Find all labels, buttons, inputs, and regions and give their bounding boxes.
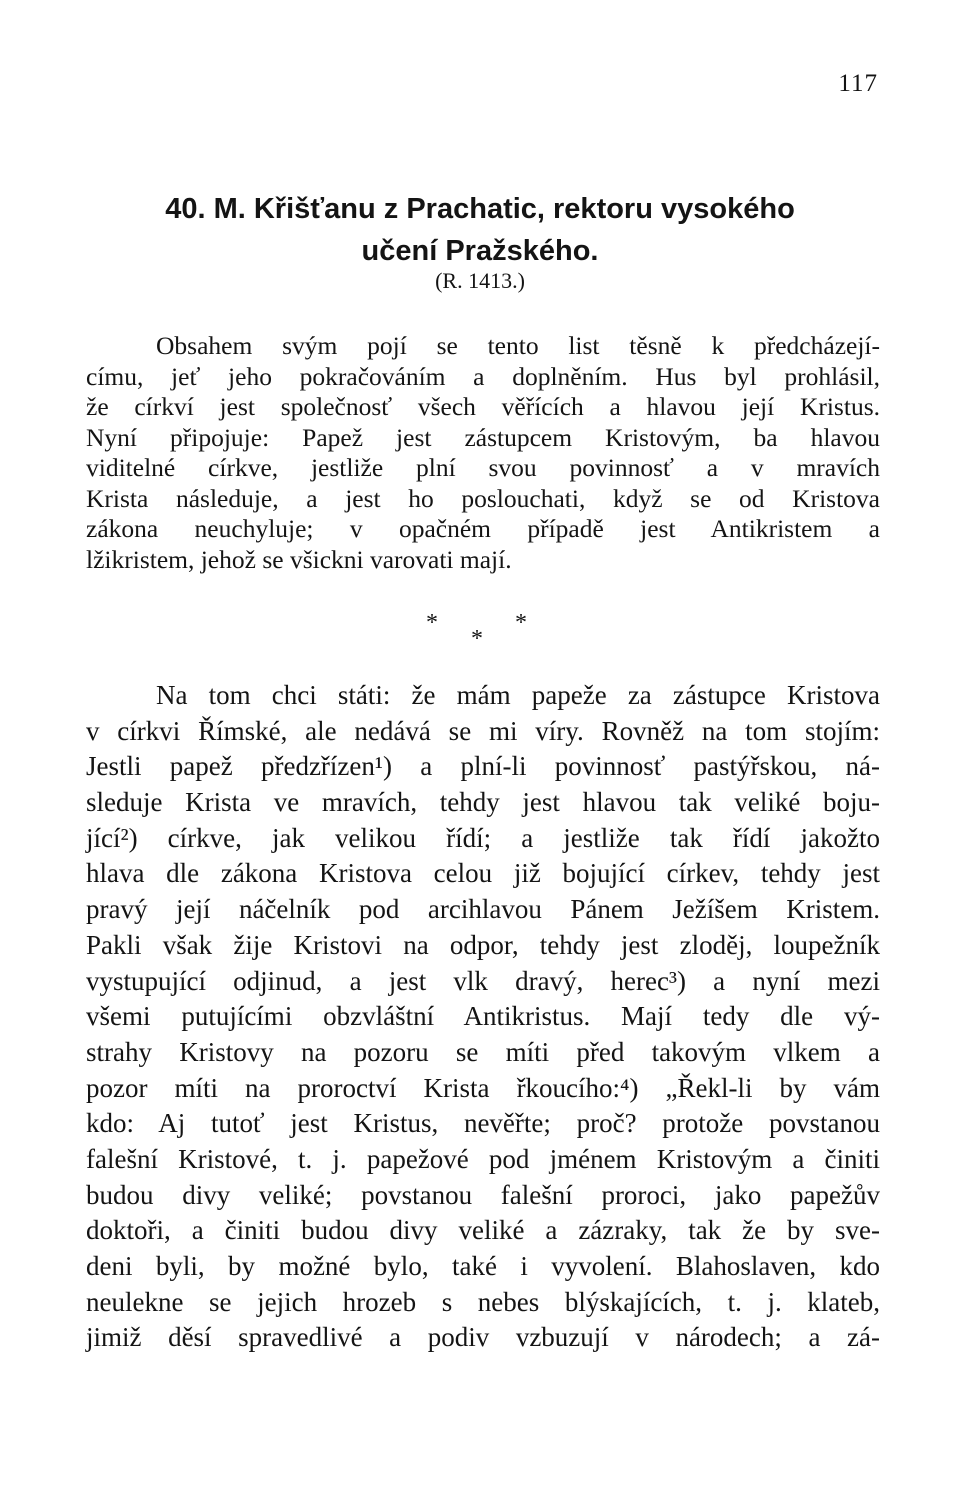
text-line: Pakli však žije Kristovi na odpor, tehdy jest zloděj, loupežník [86,929,880,960]
title-line-1: 40. M. Křišťanu z Prachatic, rektoru vysokého [165,193,795,225]
text-line: Krista následuje, a jest ho poslouchati, když se od Kristova [86,483,880,513]
letter-year: (R. 1413.) [435,268,525,293]
letter-body-paragraph [86,678,880,1356]
text-line: že církví jest společnosť všech věřících a hlavou její Kristus. [86,392,880,421]
text-line: címu, jeť jeho pokračováním a doplněním. Hus byl prohlásil, [86,361,880,391]
asterisk: * [426,610,438,636]
text-line: Jestli papež předzřízen¹) a plní-li povinnosť pastýřskou, ná- [86,751,880,782]
text-line: hlava dle zákona Kristova celou již bojující církev, tehdy jest [86,858,880,889]
text-line: jimiž děsí spravedlivé a podiv vzbuzují v národech; a zá- [86,1322,880,1353]
text-line: strahy Kristovy na pozoru se míti před takovým vlkem a [86,1036,880,1067]
text-line: Nyní připojuje: Papež jest zástupcem Kristovým, ba hlavou [86,422,880,452]
text-line: pozor míti na proroctví Krista řkoucího:⁴) „Řekl-li by vám [86,1072,880,1103]
text-line: zákona neuchyluje; v opačném případě jest Antikristem a [86,514,880,543]
text-line: falešní Kristové, t. j. papežové pod jménem Kristovým a činiti [86,1143,880,1174]
text-line: sleduje Krista ve mravích, tehdy jest hlavou tak veliké boju- [86,787,880,818]
asterisk: * [471,626,483,652]
text-line: doktoři, a činiti budou divy veliké a zázraky, tak že by sve- [86,1215,880,1246]
text-line: neulekne se jejich hrozeb s nebes blýskajících, t. j. klateb, [86,1286,880,1317]
summary-paragraph [86,331,880,575]
asterisk: * [515,610,527,636]
text-line: jící²) církve, jak velikou řídí; a jestliže tak řídí jakožto [86,822,880,853]
text-line: v církvi Římské, ale nedává se mi víry. Rovněž na tom stojím: [86,715,880,746]
text-line: deni byli, by možné bylo, také i vyvolení. Blahoslaven, kdo [86,1251,880,1281]
text-line: všemi putujícími obzvláštní Antikristus. Mají tedy dle vý- [86,1001,880,1032]
text-line: pravý její náčelník pod arcihlavou Pánem Ježíšem Kristem. [86,894,880,925]
text-line: Na tom chci státi: že mám papeže za zástupce Kristova [156,680,880,710]
text-line: lžikristem, jehož se všickni varovati mají. [86,544,512,574]
letter-title [82,188,878,272]
title-line-2: učení Pražského. [361,235,599,267]
text-line: budou divy veliké; povstanou falešní proroci, jako papežův [86,1179,880,1210]
text-line: viditelné církve, jestliže plní svou povinnosť a v mravích [86,453,880,482]
text-line: Obsahem svým pojí se tento list těsně k předcházejí- [156,331,880,360]
page-number: 117 [838,70,878,97]
text-line: vystupující odjinud, a jest vlk dravý, herec³) a nyní mezi [86,965,880,996]
section-separator [0,606,960,656]
text-line: kdo: Aj tutoť jest Kristus, nevěřte; proč? protože povstanou [86,1108,880,1139]
